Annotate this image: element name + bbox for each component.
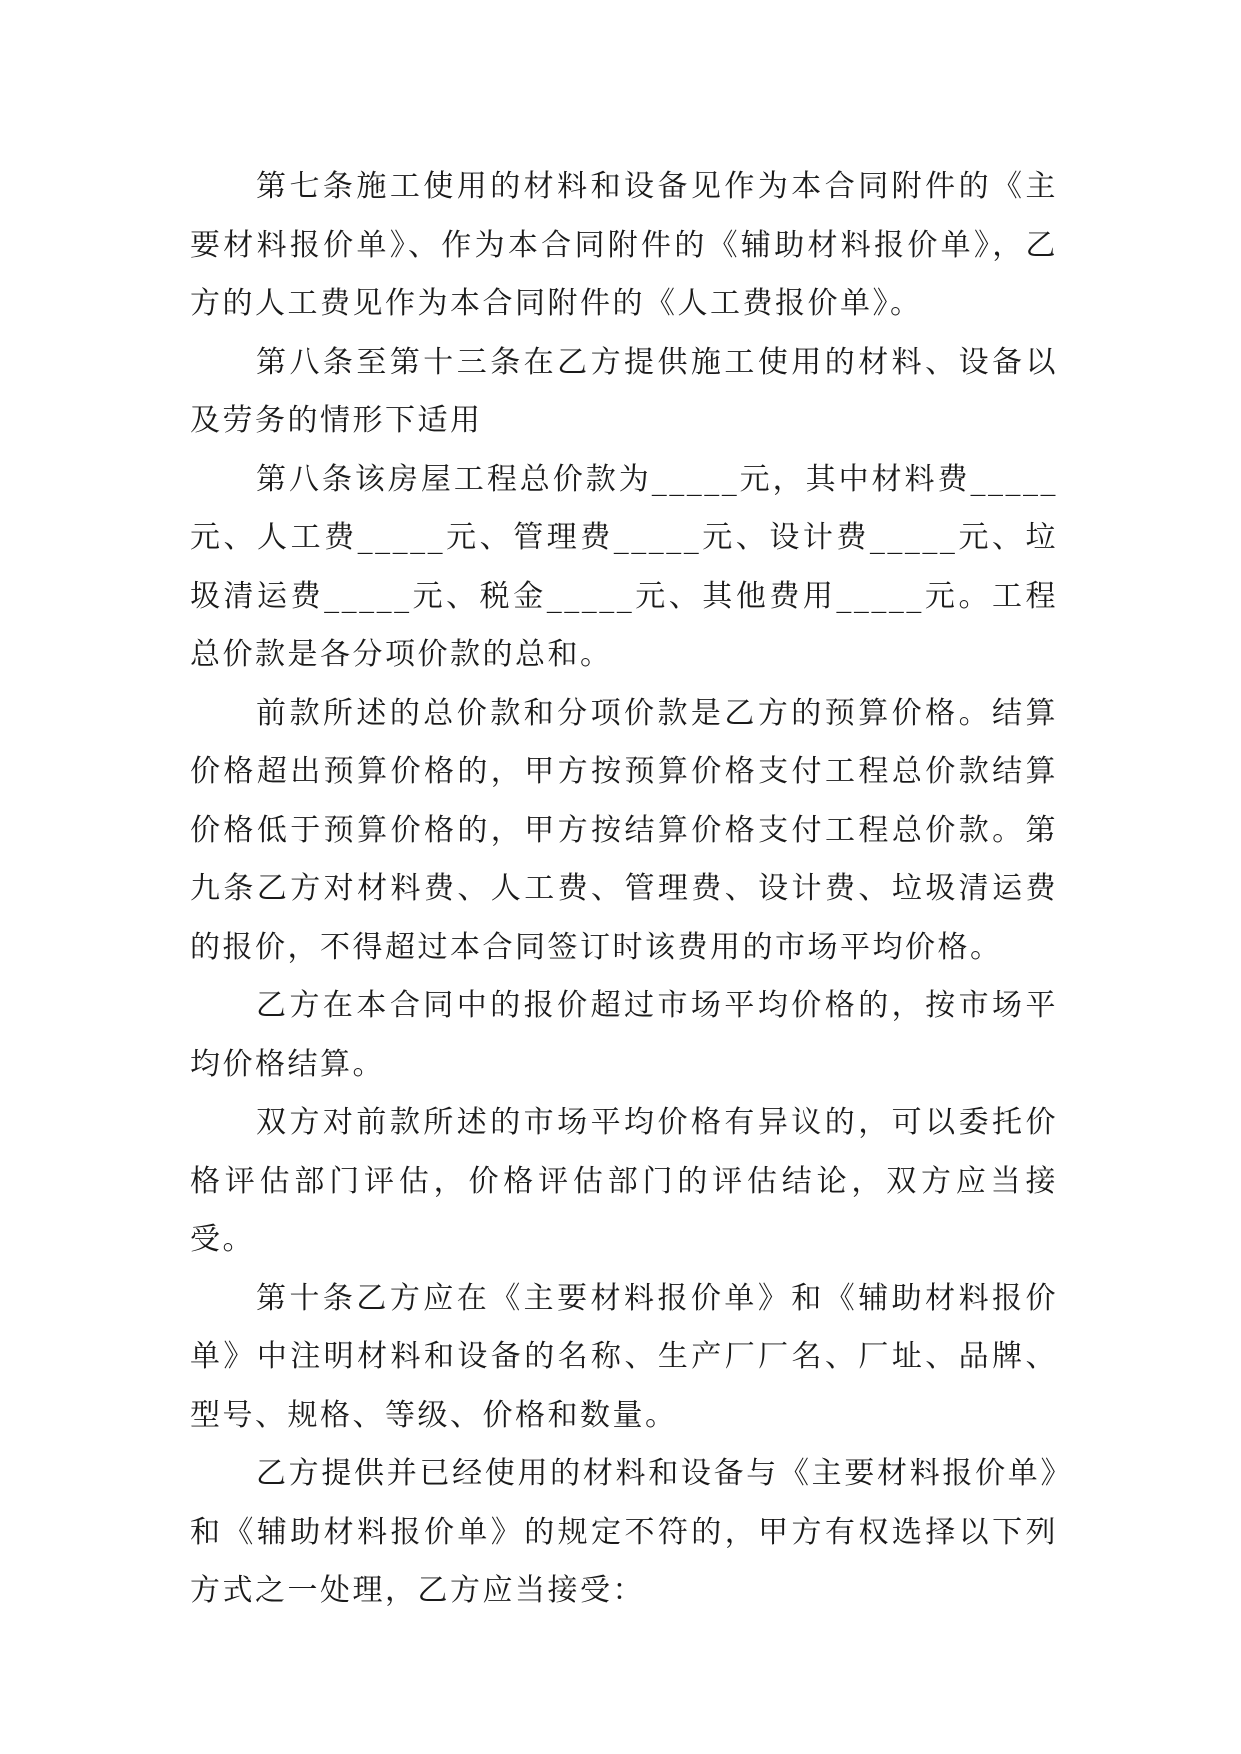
paragraph-article-7: 第七条施工使用的材料和设备见作为本合同附件的《主要材料报价单》、作为本合同附件的《辅助材料报价单》，乙方的人工费见作为本合同附件的《人工费报价单》。: [190, 169, 1058, 321]
paragraph-settlement-price: 前款所述的总价款和分项价款是乙方的预算价格。结算价格超出预算价格的，甲方按预算价格支付工程总价款结算价格低于预算价格的，甲方按结算价格支付工程总价款。第九条乙方对材料费、人工费、管理费、设计费、垃圾清运费的报价，不得超过本合同签订时该费用的市场平均价格。: [190, 695, 1058, 965]
paragraph-article-10: 第十条乙方应在《主要材料报价单》和《辅助材料报价单》中注明材料和设备的名称、生产厂厂名、厂址、品牌、型号、规格、等级、价格和数量。: [190, 1280, 1058, 1433]
paragraph-article-8-total-price: 第八条该房屋工程总价款为_____元，其中材料费_____元、人工费_____元、管理费_____元、设计费_____元、垃圾清运费_____元、税金_____元、其他费用_____元。工程总价款是各分项价款的总和。: [190, 461, 1058, 672]
paragraph-market-average: 乙方在本合同中的报价超过市场平均价格的，按市场平均价格结算。: [190, 988, 1058, 1082]
paragraph-price-dispute: 双方对前款所述的市场平均价格有异议的，可以委托价格评估部门评估，价格评估部门的评估结论，双方应当接受。: [190, 1105, 1058, 1257]
paragraph-articles-8-13-scope: 第八条至第十三条在乙方提供施工使用的材料、设备以及劳务的情形下适用: [190, 344, 1058, 438]
document-body: [190, 158, 1058, 1621]
paragraph-nonconforming-materials: 乙方提供并已经使用的材料和设备与《主要材料报价单》和《辅助材料报价单》的规定不符的，甲方有权选择以下列方式之一处理，乙方应当接受：: [190, 1456, 1058, 1608]
